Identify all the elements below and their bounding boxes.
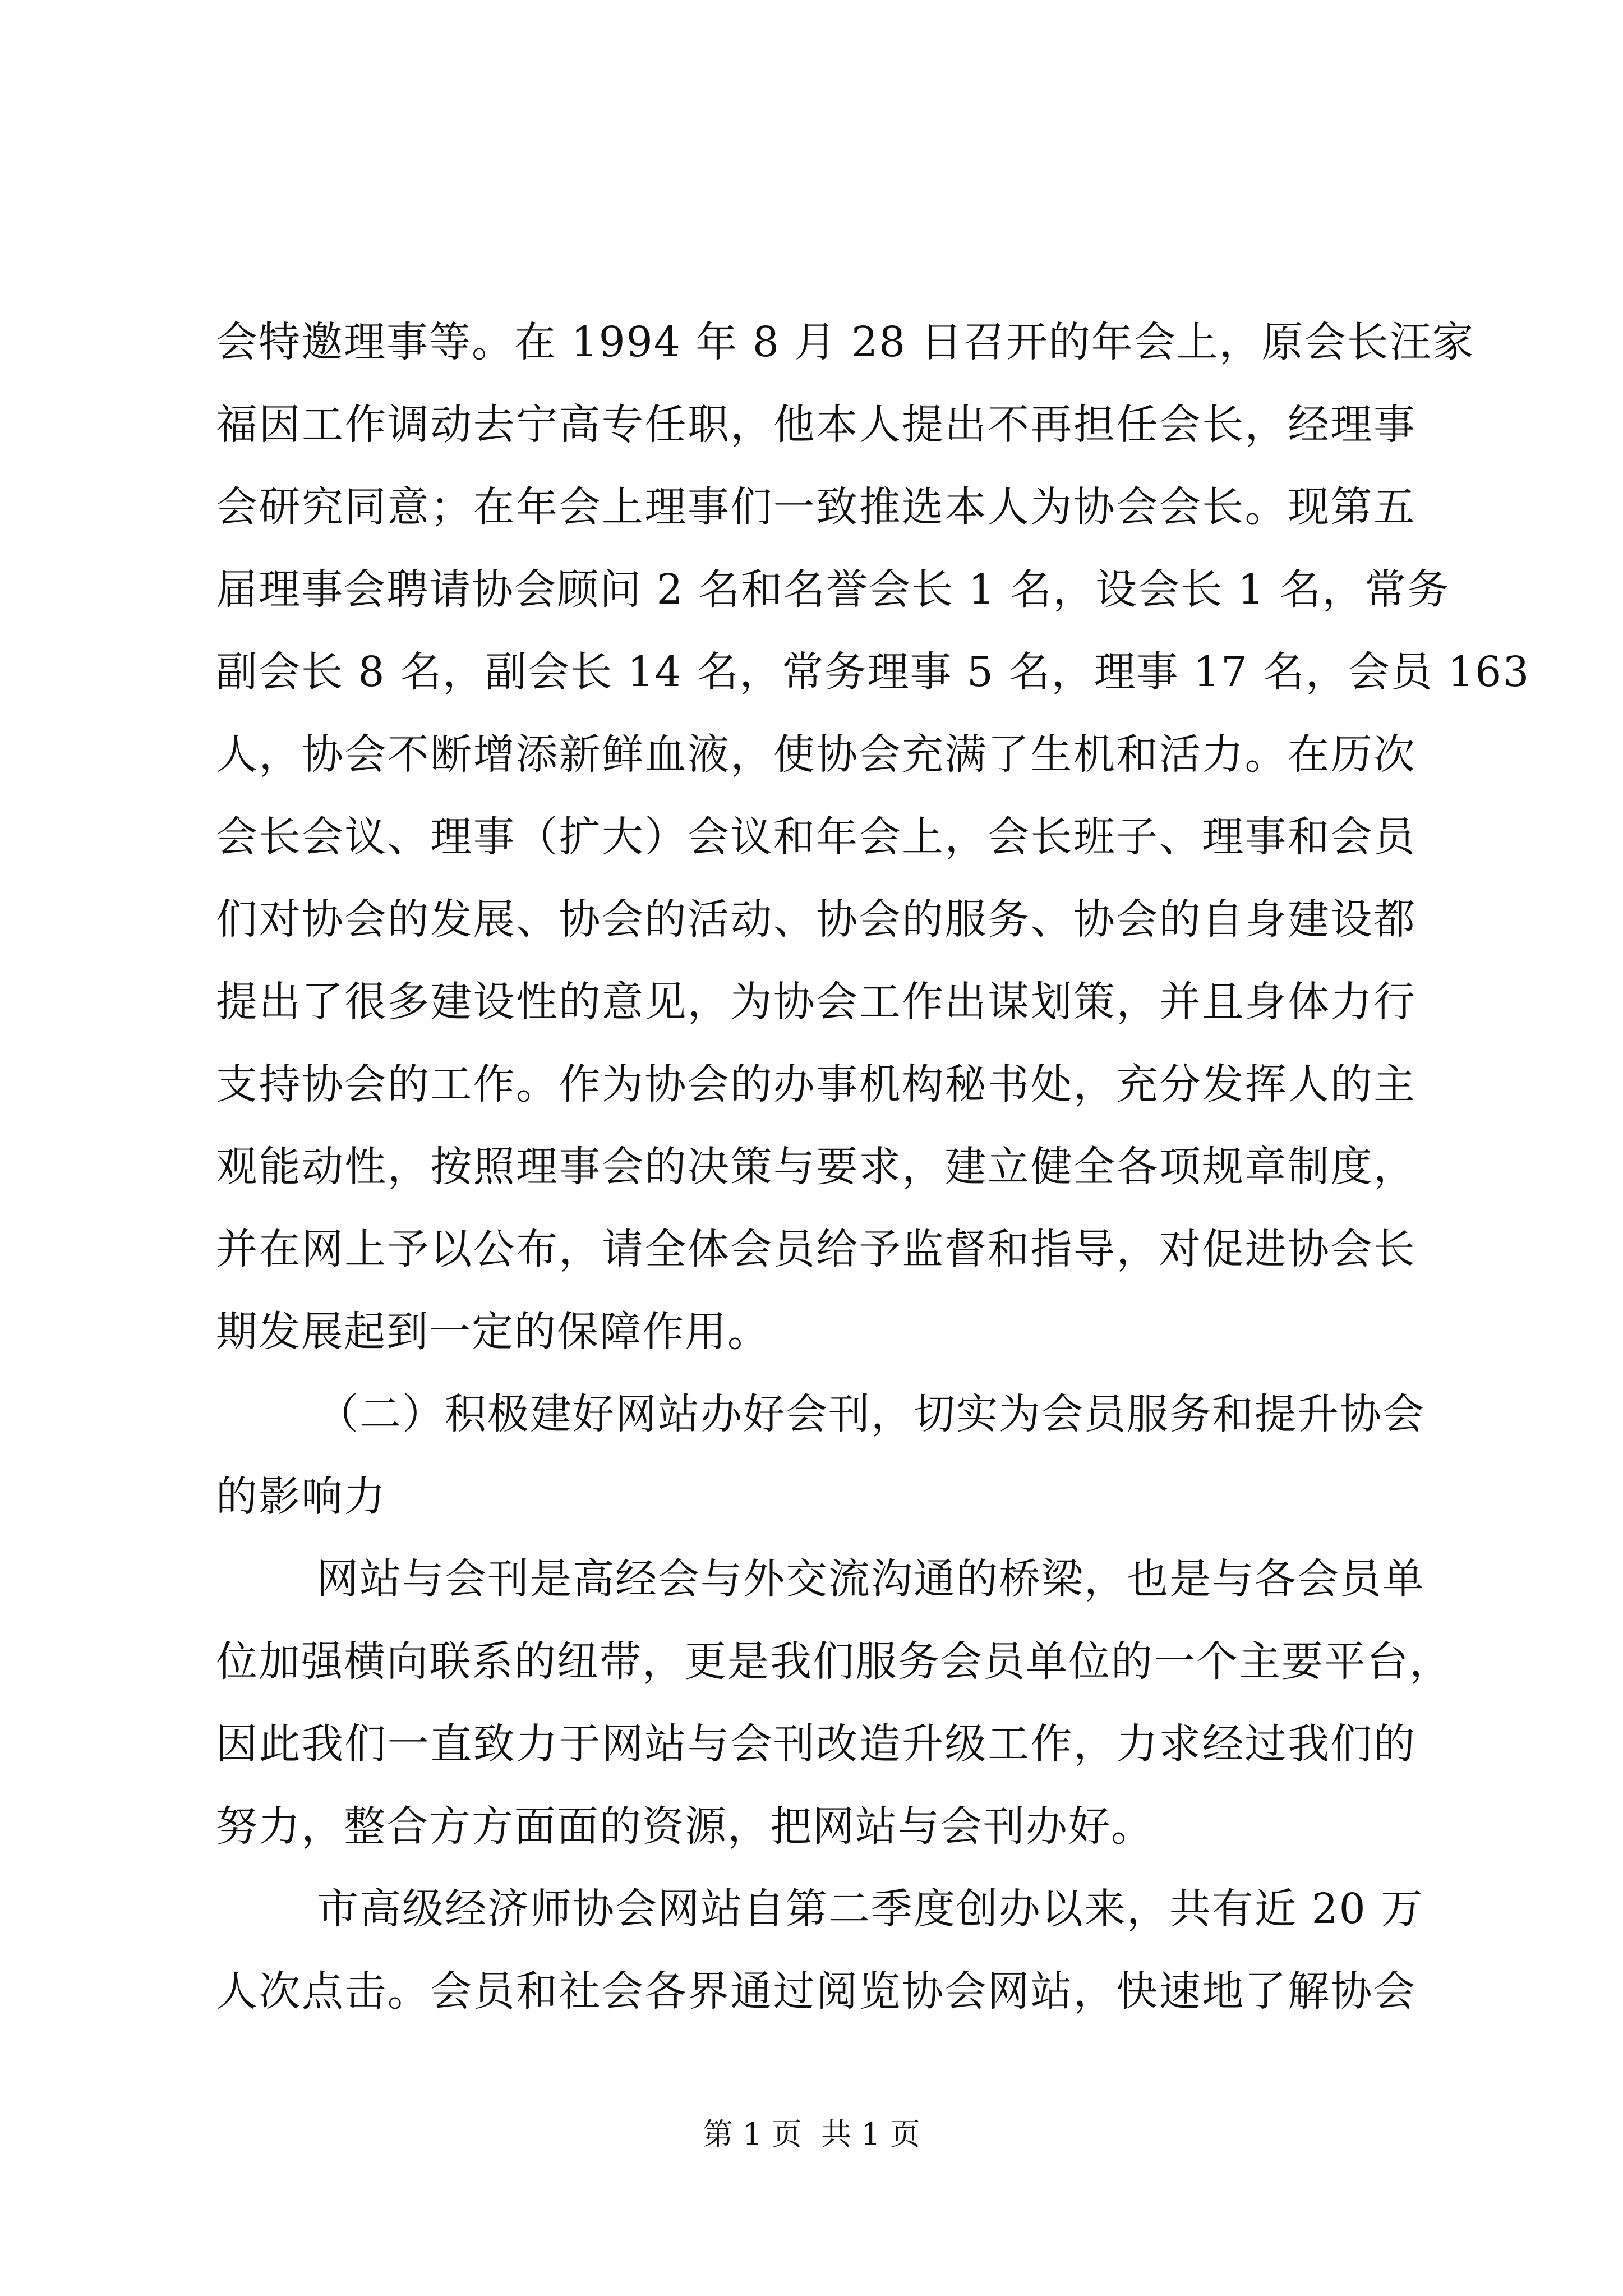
section-heading-line: （二）积极建好网站办好会刊，切实为会员服务和提升协会 <box>317 1390 1425 1438</box>
text-line: 观能动性，按照理事会的决策与要求，建立健全各项规章制度， <box>216 1143 1416 1191</box>
text-line: 支持协会的工作。作为协会的办事机构秘书处，充分发挥人的主 <box>216 1060 1416 1108</box>
page-number-label: 第 1 页 共 1 页 <box>703 2116 920 2152</box>
section-heading-line: 的影响力 <box>216 1473 386 1521</box>
text-line: 网站与会刊是高经会与外交流沟通的桥梁，也是与各会员单 <box>317 1555 1425 1603</box>
page-footer <box>0 2115 1623 2154</box>
text-line: 期发展起到一定的保障作用。 <box>216 1308 770 1356</box>
text-line: 会特邀理事等。在 1994 年 8 月 28 日召开的年会上，原会长汪家 <box>216 318 1475 366</box>
text-line: 会研究同意；在年会上理事们一致推选本人为协会会长。现第五 <box>216 483 1416 531</box>
text-line: 们对协会的发展、协会的活动、协会的服务、协会的自身建设都 <box>216 895 1416 944</box>
text-line: 届理事会聘请协会顾问 2 名和名誉会长 1 名，设会长 1 名，常务 <box>216 565 1450 614</box>
text-line: 市高级经济师协会网站自第二季度创办以来，共有近 20 万 <box>317 1885 1424 1933</box>
text-line: 副会长 8 名，副会长 14 名，常务理事 5 名，理事 17 名，会员 163 <box>216 648 1530 696</box>
text-line: 福因工作调动去宁高专任职，他本人提出不再担任会长，经理事 <box>216 401 1416 449</box>
text-line: 并在网上予以公布，请全体会员给予监督和指导，对促进协会长 <box>216 1225 1416 1273</box>
text-line: 因此我们一直致力于网站与会刊改造升级工作，力求经过我们的 <box>216 1720 1416 1768</box>
text-line: 提出了很多建设性的意见，为协会工作出谋划策，并且身体力行 <box>216 978 1416 1026</box>
text-line: 努力，整合方方面面的资源，把网站与会刊办好。 <box>216 1802 1154 1851</box>
text-line: 人次点击。会员和社会各界通过阅览协会网站，快速地了解协会 <box>216 1967 1416 2016</box>
text-line: 会长会议、理事（扩大）会议和年会上，会长班子、理事和会员 <box>216 813 1416 861</box>
text-line: 位加强横向联系的纽带，更是我们服务会员单位的一个主要平台， <box>216 1637 1452 1686</box>
text-line: 人，协会不断增添新鲜血液，使协会充满了生机和活力。在历次 <box>216 730 1416 779</box>
